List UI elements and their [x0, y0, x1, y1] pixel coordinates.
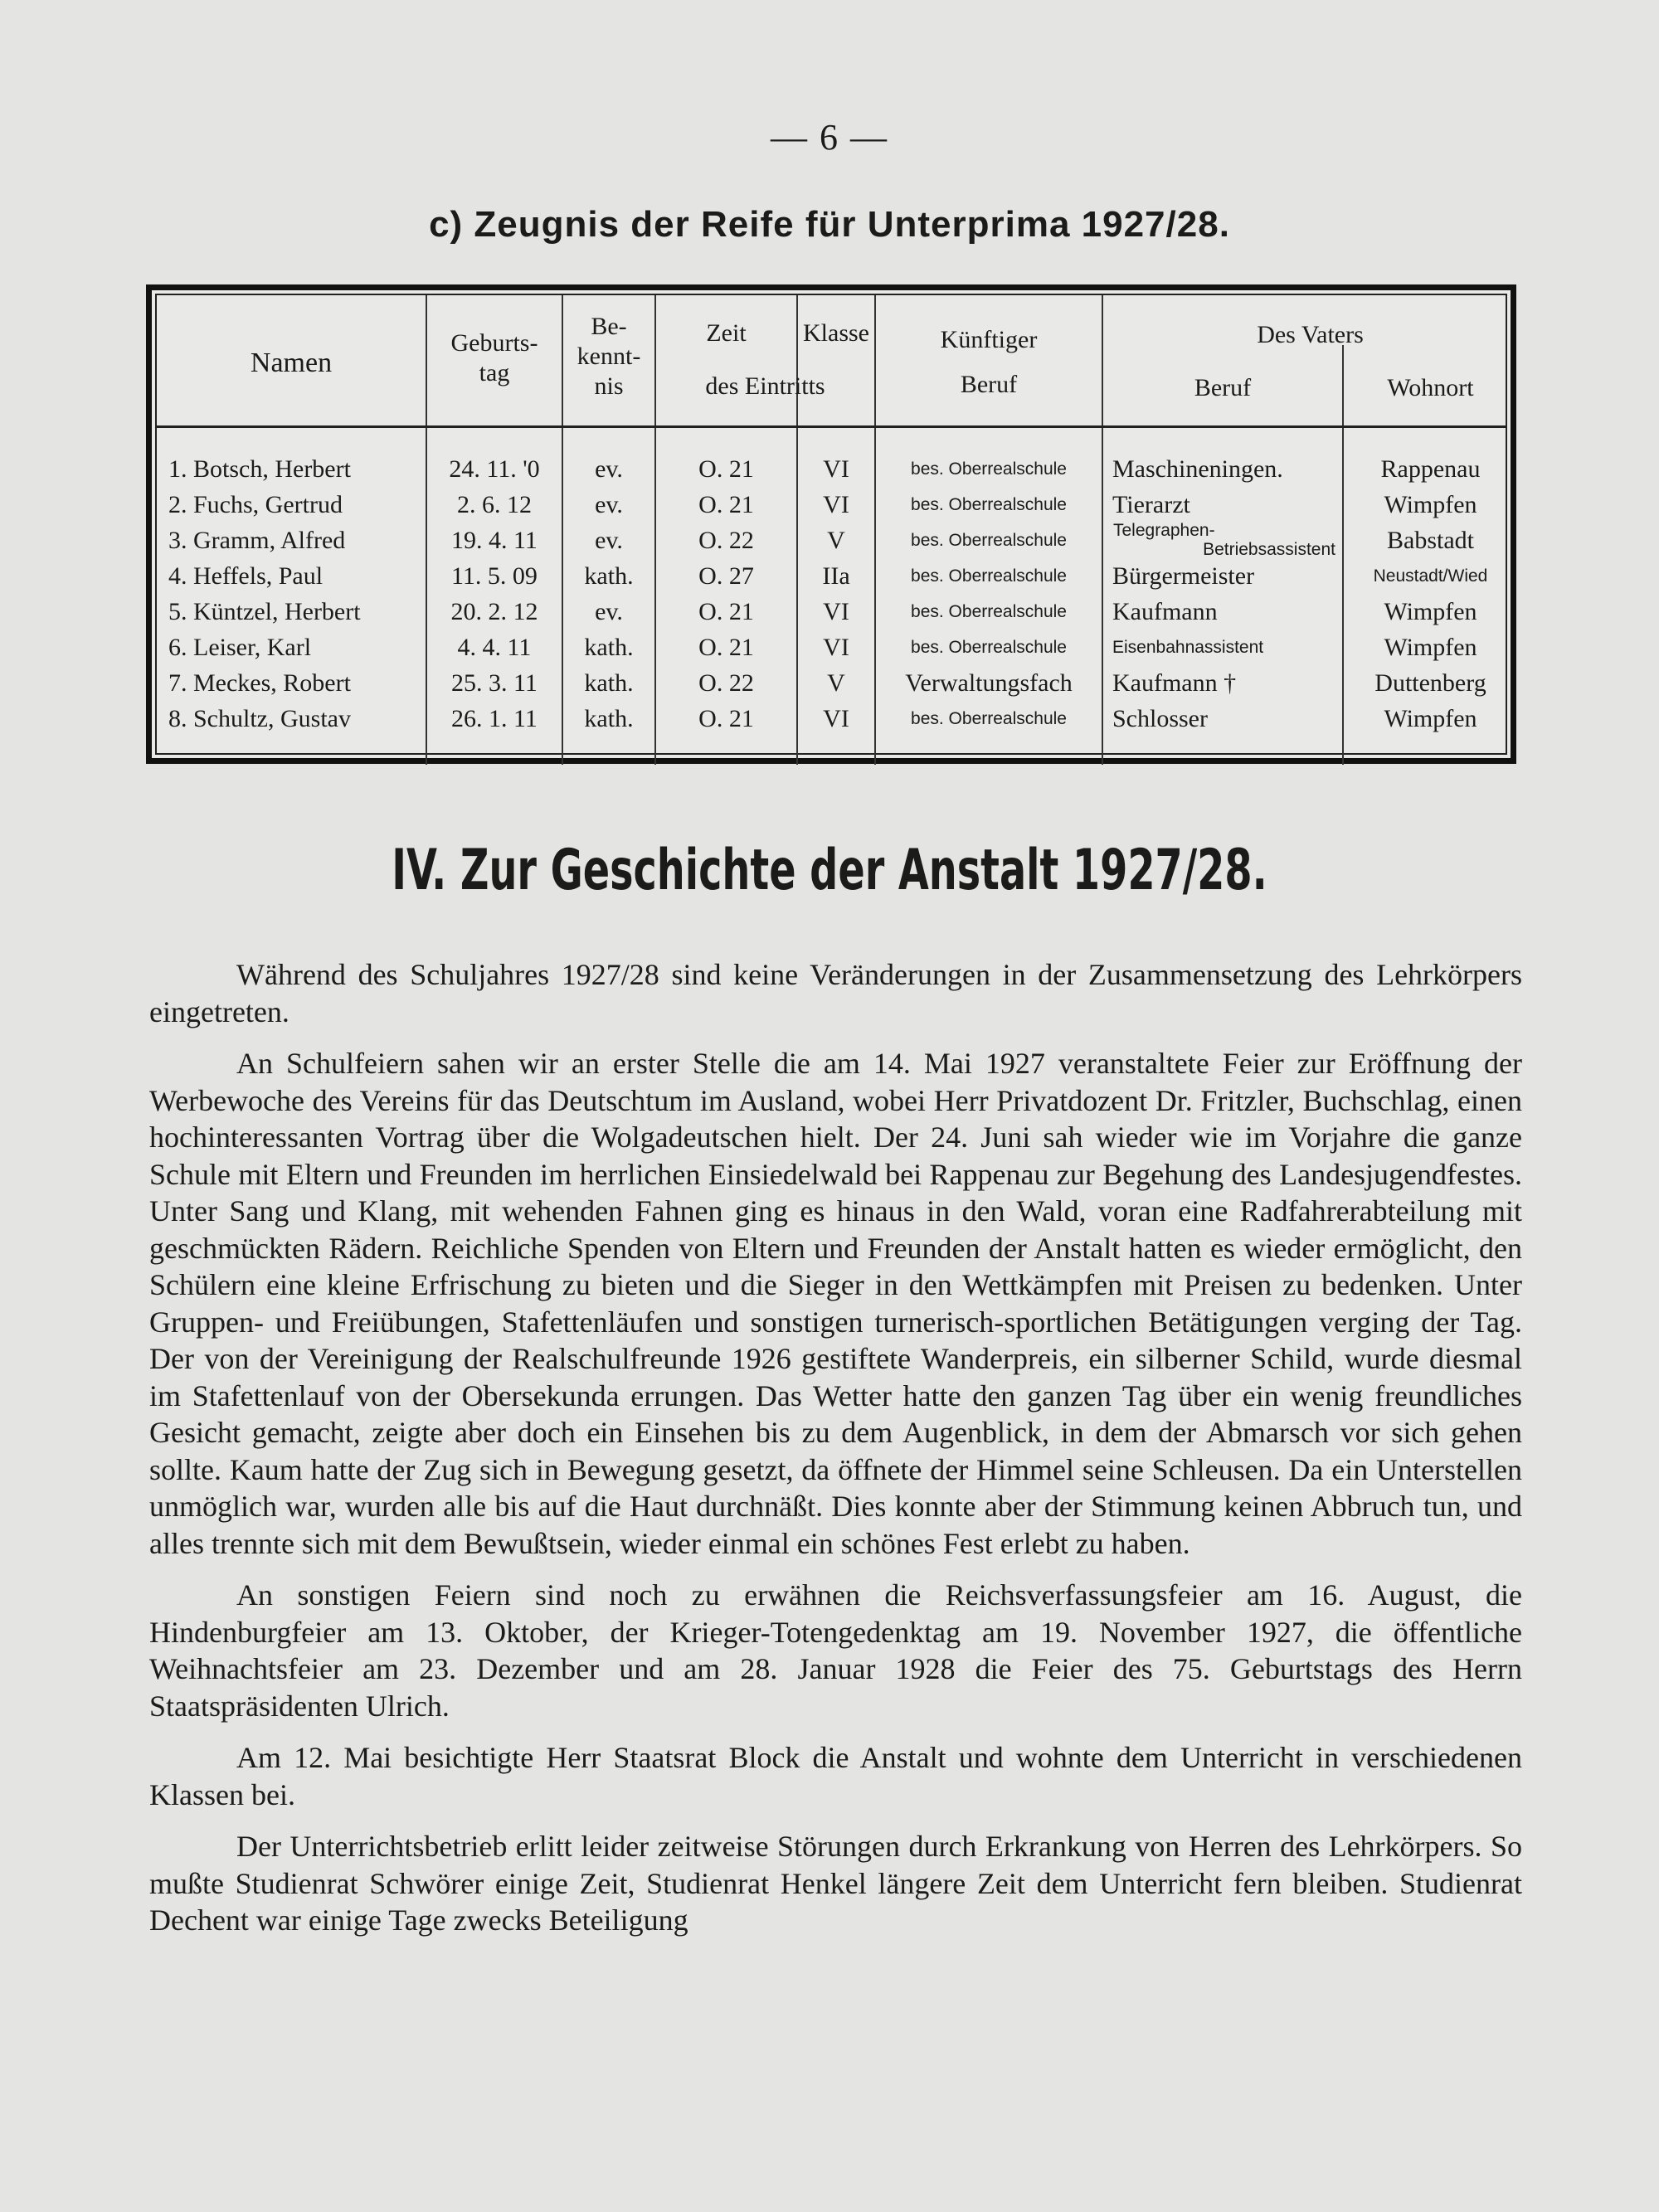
table-row: 7. Meckes, Robert 25. 3. 11 kath. O. 22 V Verwaltungsfach Kaufmann † Duttenberg: [168, 669, 1486, 697]
table-row: 4. Heffels, Paul 11. 5. 09 kath. O. 27 IIa bes. Oberrealschule Bürgermeister Neustadt/Wied: [168, 562, 1488, 590]
body-text: [149, 956, 1522, 1939]
section-c-title: c) Zeugnis der Reife für Unterprima 1927/28.: [429, 204, 1230, 245]
table-row: 2. Fuchs, Gertrud 2. 6. 12 ev. O. 21 VI bes. Oberrealschule Tierarzt Wimpfen: [168, 491, 1477, 518]
header-bekenntnis: Be- kennt- nis: [577, 313, 641, 400]
page-number: — 6 —: [771, 117, 888, 158]
header-geburtstag: Geburts- tag: [450, 329, 538, 386]
header-des-vaters: Des Vaters: [1257, 321, 1364, 348]
header-klasse: Klasse: [803, 319, 869, 347]
paragraph: Während des Schuljahres 1927/28 sind keine Veränderungen in der Zusammensetzung des Lehrkörpers eingetreten.: [149, 958, 1522, 1028]
graduates-table: [146, 284, 1516, 764]
table-row: 3. Gramm, Alfred 19. 4. 11 ev. O. 22 V bes. Oberrealschule Telegraphen- Betriebsassistent Babstadt: [168, 521, 1474, 559]
paragraph: Der Unterrichtsbetrieb erlitt leider zeitweise Störungen durch Erkrankung von Herren des Lehrkörpers. So mußte Studienrat Schwörer einige Zeit, Studienrat Henkel längere Zeit dem Unterricht fern bleiben. Studienrat Dechent war einige Tage zwecks Beteiligung: [149, 1830, 1522, 1937]
header-vater-wohnort: Wohnort: [1387, 374, 1474, 401]
header-namen: Namen: [250, 348, 333, 378]
paragraph: Am 12. Mai besichtigte Herr Staatsrat Block die Anstalt und wohnte dem Unterricht in verschiedenen Klassen bei.: [149, 1741, 1522, 1811]
section-iv-title: IV. Zur Geschichte der Anstalt 1927/28.: [392, 838, 1267, 903]
header-kuenftiger-beruf: Künftiger Beruf: [940, 326, 1038, 398]
header-zeit: Zeit: [706, 319, 747, 347]
table-row: 8. Schultz, Gustav 26. 1. 11 kath. O. 21 VI bes. Oberrealschule Schlosser Wimpfen: [168, 705, 1477, 732]
header-des-eintritts: des Eintritts: [705, 372, 825, 400]
paragraph: An sonstigen Feiern sind noch zu erwähnen die Reichsverfassungsfeier am 16. August, die Hindenburgfeier am 13. Oktober, der Krieger-Totengedenktag am 19. November 1927, die öffentliche Weihnachtsfeier am 23. Dezember und am 28. Januar 1928 die Feier des 75. Geburtstags des Herrn Staatspräsidenten Ulrich.: [149, 1578, 1522, 1723]
header-vater-beruf: Beruf: [1194, 374, 1252, 401]
table-row: 1. Botsch, Herbert 24. 11. '0 ev. O. 21 VI bes. Oberrealschule Maschineningen. Rappenau: [168, 455, 1481, 483]
paragraph: An Schulfeiern sahen wir an erster Stelle die am 14. Mai 1927 veranstaltete Feier zur Eröffnung der Werbewoche des Vereins für das Deutschtum im Ausland, wobei Herr Privatdozent Dr. Fritzler, Buchschlag, einen hochinteressanten Vortrag über die Wolgadeutschen hielt. Der 24. Juni sah wieder wie im Vorjahre die ganze Schule mit Eltern und Freunden im herrlichen Einsiedelwald bei Rappenau zur Begehung des Landesjugendfestes. Unter Sang und Klang, mit wehenden Fahnen ging es hinaus in den Wald, voran eine Radfahrerabteilung mit geschmückten Rädern. Reichliche Spenden von Eltern und Freunden der Anstalt hatten es wieder ermöglicht, den Schülern eine kleine Erfrischung zu bieten und die Sieger in den Wettkämpfen mit Preisen zu bedenken. Unter Gruppen- und Freiübungen, Stafettenläufen und sonstigen turnerisch-sportlichen Betätigungen verging der Tag. Der von der Vereinigung der Realschulfreunde 1926 gestiftete Wanderpreis, ein silberner Schild, wurde diesmal im Stafettenlauf von der Obersekunda errungen. Das Wetter hatte den ganzen Tag über ein wenig freundliches Gesicht gemacht, zeigte aber doch ein Einsehen bis zu dem Augenblick, in dem der Abmarsch vor sich gehen sollte. Kaum hatte der Zug sich in Bewegung gesetzt, da öffnete der Himmel seine Schleusen. Da ein Unterstellen unmöglich war, wurden alle bis auf die Haut durchnäßt. Dies konnte aber der Stimmung keinen Abbruch tun, und alles trennte sich mit dem Bewußtsein, wieder einmal ein schönes Fest erlebt zu haben.: [149, 1047, 1522, 1560]
table-row: 6. Leiser, Karl 4. 4. 11 kath. O. 21 VI bes. Oberrealschule Eisenbahnassistent Wimpfen: [168, 634, 1477, 661]
table-row: 5. Küntzel, Herbert 20. 2. 12 ev. O. 21 VI bes. Oberrealschule Kaufmann Wimpfen: [168, 598, 1477, 625]
